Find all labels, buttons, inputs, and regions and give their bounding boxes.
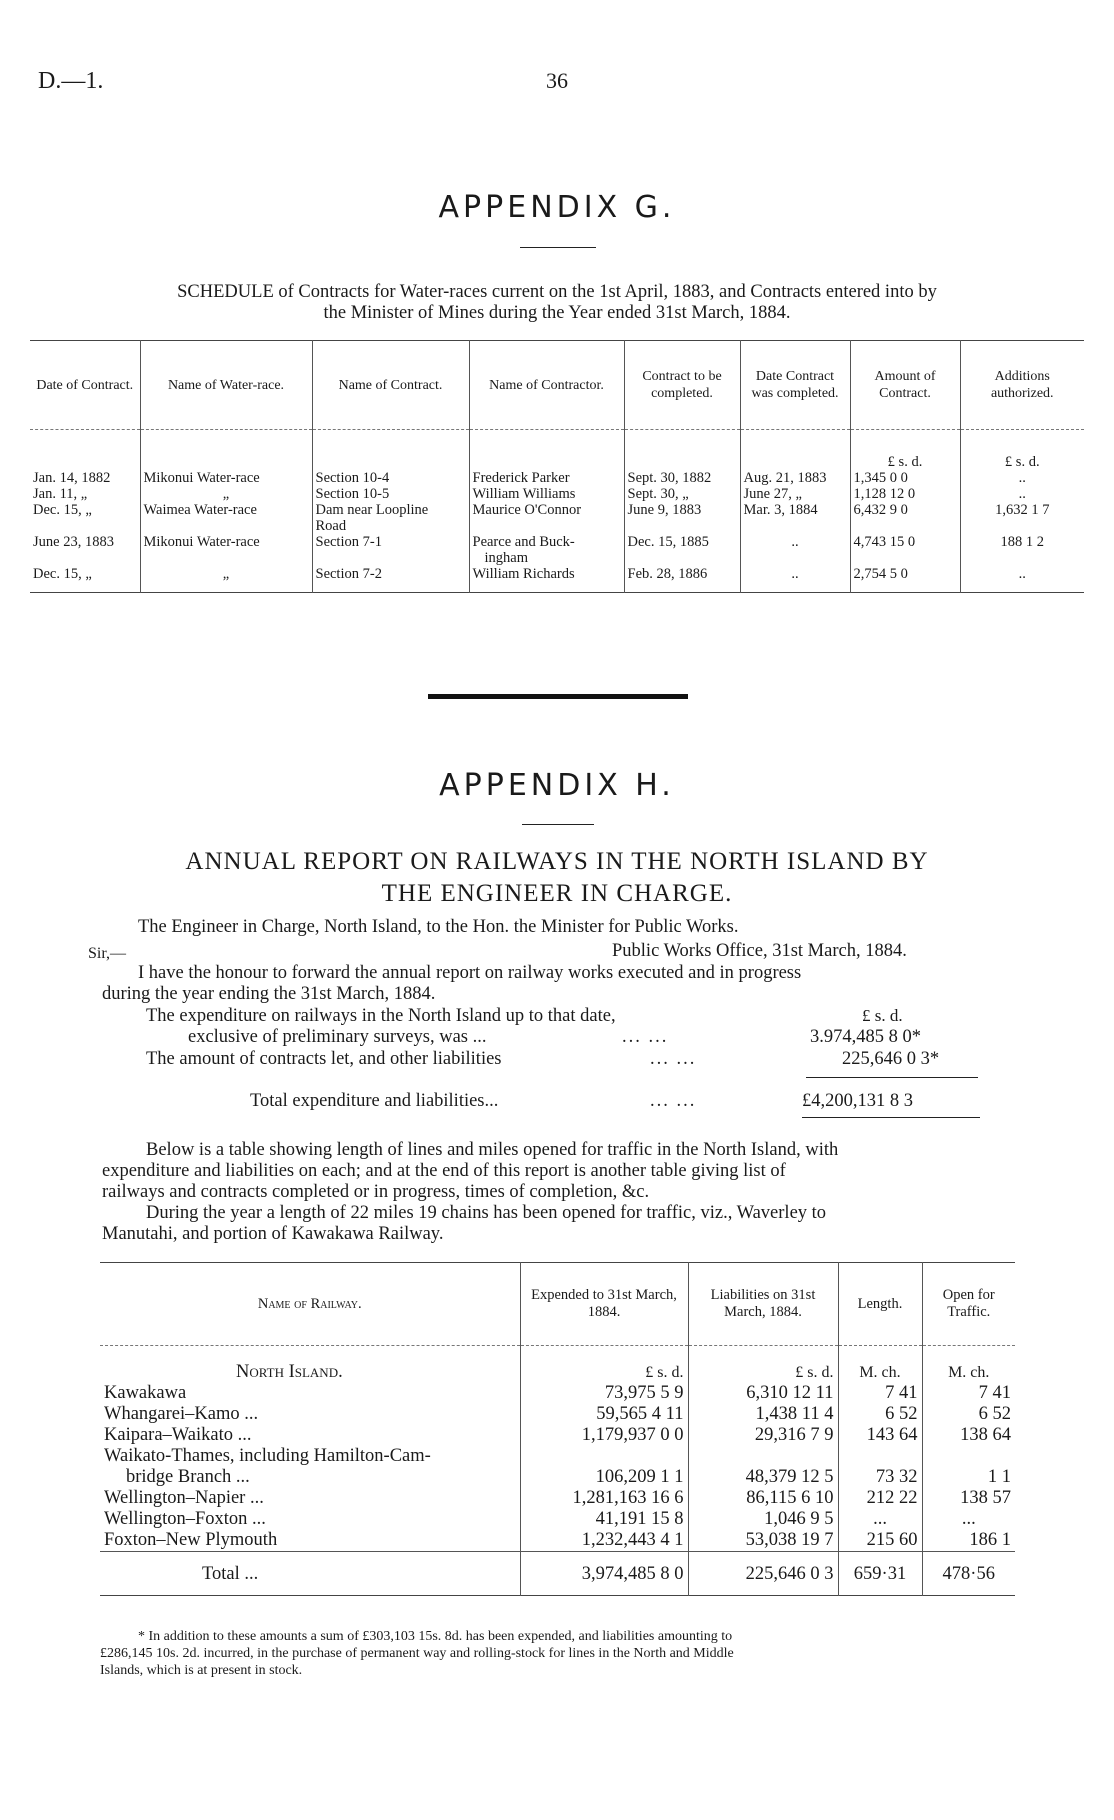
cell-length: 73 32 <box>838 1446 922 1488</box>
cell-contractor: William Williams <box>469 486 624 502</box>
col-length: Length. <box>838 1263 922 1346</box>
table-row <box>100 1530 1015 1552</box>
footnote-line-2: £286,145 10s. 2d. incurred, in the purchase of permanent way and rolling-stock for lines in the North and Middle <box>100 1646 734 1661</box>
col-expended: Expended to 31st March, 1884. <box>520 1263 688 1346</box>
cell-amount: 2,754 5 0 <box>850 566 960 582</box>
water-race-contracts-table <box>30 340 1084 593</box>
cell-completed: Aug. 21, 1883 <box>740 470 850 486</box>
total-open: 478·56 <box>922 1552 1015 1596</box>
total-liabilities: 225,646 0 3 <box>688 1552 838 1596</box>
cell-amount: 4,743 15 0 <box>850 534 960 566</box>
document-reference: D.—1. <box>38 68 104 94</box>
cell-liabilities: 86,115 6 10 <box>688 1488 838 1509</box>
expenditure-line-2: exclusive of preliminary surveys, was ... <box>188 1027 487 1047</box>
leader-dots: ... ... <box>650 1049 697 1069</box>
section-label: North Island. <box>236 1362 343 1382</box>
contractor-line-1: Pearce and Buck- <box>472 534 575 550</box>
contract-line-2: Road <box>315 518 347 534</box>
cell-contractor <box>469 534 624 566</box>
cell-additions: 1,632 1 7 <box>960 502 1084 534</box>
cell-length: 7 41 <box>838 1383 922 1404</box>
cell-date: Dec. 15, „ <box>33 502 92 518</box>
col-contract-name: Name of Contract. <box>312 341 469 430</box>
cell-length: 212 22 <box>838 1488 922 1509</box>
cell-race: „ <box>140 566 312 582</box>
col-railway-name-label: Name of Railway. <box>257 1295 362 1312</box>
para1-line-1: I have the honour to forward the annual report on railway works executed and in progress <box>138 963 802 983</box>
amount-units: £ s. d. <box>850 430 960 471</box>
total-value: £4,200,131 8 3 <box>802 1091 913 1111</box>
cell-length: ... <box>838 1509 922 1530</box>
cell-open: 6 52 <box>922 1404 1015 1425</box>
cell-race: Waimea Water-race <box>140 502 312 534</box>
para3-line-1: During the year a length of 22 miles 19 chains has been opened for traffic, viz., Waverley to <box>146 1203 827 1223</box>
cell-contractor: Frederick Parker <box>469 470 624 486</box>
liabilities-line: The amount of contracts let, and other liabilities <box>146 1049 502 1069</box>
col-water-race: Name of Water-race. <box>140 341 312 430</box>
cell-liabilities: 6,310 12 11 <box>688 1383 838 1404</box>
title-rule <box>522 824 594 825</box>
cell-additions: .. <box>960 470 1084 486</box>
table-row <box>30 502 1084 534</box>
cell-to-complete: Dec. 15, 1885 <box>624 534 740 566</box>
cell-railway: Wellington–Napier ... <box>104 1488 264 1508</box>
cell-to-complete: June 9, 1883 <box>624 502 740 534</box>
cell-open: 1 1 <box>922 1446 1015 1488</box>
table-row <box>30 566 1084 582</box>
para2-line-1: Below is a table showing length of lines and miles opened for traffic in the North Island, with <box>146 1140 839 1160</box>
cell-expended: 1,232,443 4 1 <box>520 1530 688 1552</box>
appendix-h-title: APPENDIX H. <box>439 768 675 803</box>
cell-additions: .. <box>960 486 1084 502</box>
cell-expended: 1,179,937 0 0 <box>520 1425 688 1446</box>
expended-units: £ s. d. <box>520 1346 688 1384</box>
col-open: Open for Traffic. <box>922 1263 1015 1346</box>
cell-contractor: William Richards <box>469 566 624 582</box>
report-title-line-2: THE ENGINEER IN CHARGE. <box>381 880 733 907</box>
cell-expended: 41,191 15 8 <box>520 1509 688 1530</box>
table-row <box>100 1509 1015 1530</box>
cell-race: Mikonui Water-race <box>140 470 312 486</box>
open-units: M. ch. <box>922 1346 1015 1384</box>
cell-railway: Kawakawa <box>104 1383 187 1403</box>
railway-line-1: Waikato-Thames, including Hamilton-Cam- <box>104 1446 431 1466</box>
col-date-completed: Date Contract was completed. <box>740 341 850 430</box>
footnote-line-3: Islands, which is at present in stock. <box>100 1663 303 1678</box>
cell-race: Mikonui Water-race <box>140 534 312 566</box>
salutation: Sir,— <box>88 945 127 962</box>
table-row <box>100 1446 1015 1488</box>
addressee-line <box>138 917 739 938</box>
cell-completed: .. <box>740 566 850 582</box>
expenditure-value: 3.974,485 8 0* <box>810 1027 921 1047</box>
table-row <box>100 1425 1015 1446</box>
col-liabilities: Liabilities on 31st March, 1884. <box>688 1263 838 1346</box>
page-number: 36 <box>546 68 568 93</box>
cell-amount: 1,128 12 0 <box>850 486 960 502</box>
cell-railway: Foxton–New Plymouth <box>104 1530 278 1550</box>
cell-railway: Whangarei–Kamo ... <box>104 1404 259 1424</box>
cell-length: 143 64 <box>838 1425 922 1446</box>
cell-liabilities: 53,038 19 7 <box>688 1530 838 1552</box>
cell-expended: 59,565 4 11 <box>520 1404 688 1425</box>
col-to-be-completed: Contract to be completed. <box>624 341 740 430</box>
cell-expended: 106,209 1 1 <box>520 1446 688 1488</box>
col-date-of-contract: Date of Contract. <box>30 341 140 430</box>
col-railway-name <box>100 1263 520 1346</box>
cell-to-complete: Sept. 30, „ <box>624 486 740 502</box>
footnote <box>100 1628 1020 1679</box>
para2-line-3: railways and contracts completed or in progress, times of completion, &c. <box>102 1182 650 1202</box>
cell-to-complete: Feb. 28, 1886 <box>624 566 740 582</box>
cell-date: Jan. 11, „ <box>33 486 88 502</box>
cell-contract: Section 7-1 <box>312 534 469 566</box>
expenditure-line-1: The expenditure on railways in the North Island up to that date, <box>146 1006 616 1026</box>
cell-additions: 188 1 2 <box>960 534 1084 566</box>
cell-contract: Section 7-2 <box>312 566 469 582</box>
cell-amount: 1,345 0 0 <box>850 470 960 486</box>
cell-completed: .. <box>740 534 850 566</box>
total-line: Total expenditure and liabilities... <box>250 1091 499 1111</box>
section-divider <box>428 694 688 699</box>
railways-table <box>100 1262 1015 1596</box>
total-label: Total ... <box>100 1552 520 1596</box>
total-length: 659·31 <box>838 1552 922 1596</box>
railway-line-2: bridge Branch ... <box>126 1467 250 1487</box>
table-row <box>100 1404 1015 1425</box>
para3-line-2: Manutahi, and portion of Kawakawa Railway. <box>102 1224 444 1244</box>
cell-length: 6 52 <box>838 1404 922 1425</box>
cell-additions: .. <box>960 566 1084 582</box>
cell-railway: Kaipara–Waikato ... <box>104 1425 252 1445</box>
cell-date: June 23, 1883 <box>33 534 114 550</box>
total-row <box>100 1552 1015 1596</box>
cell-race: „ <box>140 486 312 502</box>
cell-amount: 6,432 9 0 <box>850 502 960 534</box>
table-row <box>30 470 1084 486</box>
table-row <box>30 486 1084 502</box>
cell-liabilities: 1,438 11 4 <box>688 1404 838 1425</box>
cell-contract <box>312 502 469 534</box>
table-row <box>100 1488 1015 1509</box>
total-underline <box>802 1117 980 1118</box>
sum-rule <box>806 1077 978 1078</box>
liabilities-value: 225,646 0 3* <box>842 1049 940 1069</box>
title-rule <box>520 247 596 248</box>
contract-line-1: Dam near Loopline <box>315 502 429 518</box>
schedule-title-line-1: SCHEDULE of Contracts for Water-races current on the 1st April, 1883, and Contracts entered into by <box>177 282 937 302</box>
cell-completed: June 27, „ <box>740 486 850 502</box>
cell-liabilities: 29,316 7 9 <box>688 1425 838 1446</box>
para1-line-2: during the year ending the 31st March, 1884. <box>102 984 436 1004</box>
schedule-title <box>32 282 1082 324</box>
appendix-g-title: APPENDIX G. <box>438 190 676 225</box>
footnote-line-1: * In addition to these amounts a sum of £303,103 15s. 8d. has been expended, and liabilities amounting to <box>138 1629 733 1644</box>
cell-expended: 1,281,163 16 6 <box>520 1488 688 1509</box>
office-date: Public Works Office, 31st March, 1884. <box>612 941 907 961</box>
money-units: £ s. d. <box>862 1006 903 1025</box>
cell-railway <box>100 1446 520 1488</box>
cell-expended: 73,975 5 9 <box>520 1383 688 1404</box>
contractor-line-2: ingham <box>484 550 528 566</box>
schedule-title-line-2: the Minister of Mines during the Year ended 31st March, 1884. <box>323 303 791 323</box>
additions-units: £ s. d. <box>960 430 1084 471</box>
table-row <box>30 534 1084 566</box>
report-title-line-1: ANNUAL REPORT ON RAILWAYS IN THE NORTH ISLAND BY <box>185 848 929 875</box>
col-amount: Amount of Contract. <box>850 341 960 430</box>
cell-length: 215 60 <box>838 1530 922 1552</box>
col-contractor: Name of Contractor. <box>469 341 624 430</box>
liabilities-units: £ s. d. <box>688 1346 838 1384</box>
total-expended: 3,974,485 8 0 <box>520 1552 688 1596</box>
cell-contractor: Maurice O'Connor <box>469 502 624 534</box>
cell-open: ... <box>922 1509 1015 1530</box>
cell-date: Dec. 15, „ <box>33 566 92 582</box>
addressee-text: The Engineer in Charge, North Island, to the Hon. the Minister for Public Works. <box>138 917 739 937</box>
cell-contract: Section 10-5 <box>312 486 469 502</box>
cell-liabilities: 1,046 9 5 <box>688 1509 838 1530</box>
col-additions: Additions authorized. <box>960 341 1084 430</box>
cell-open: 7 41 <box>922 1383 1015 1404</box>
cell-open: 138 57 <box>922 1488 1015 1509</box>
cell-to-complete: Sept. 30, 1882 <box>624 470 740 486</box>
para2-line-2: expenditure and liabilities on each; and at the end of this report is another table giving list of <box>102 1161 786 1181</box>
cell-open: 186 1 <box>922 1530 1015 1552</box>
cell-contract: Section 10-4 <box>312 470 469 486</box>
leader-dots: ... ... <box>622 1027 669 1047</box>
cell-date: Jan. 14, 1882 <box>33 470 111 486</box>
cell-liabilities: 48,379 12 5 <box>688 1446 838 1488</box>
cell-open: 138 64 <box>922 1425 1015 1446</box>
cell-completed: Mar. 3, 1884 <box>740 502 850 534</box>
length-units: M. ch. <box>838 1346 922 1384</box>
table-row <box>100 1383 1015 1404</box>
section-heading <box>100 1346 520 1384</box>
cell-railway: Wellington–Foxton ... <box>104 1509 266 1529</box>
leader-dots: ... ... <box>650 1091 697 1111</box>
